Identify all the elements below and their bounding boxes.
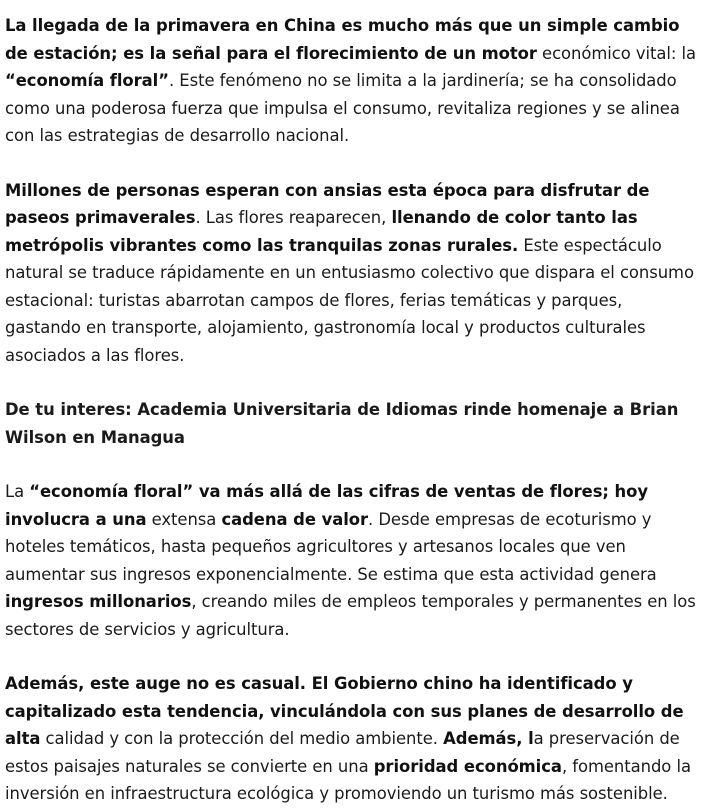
text-run: , creando miles de empleos temporales y permanentes en los sectores de servicios y agricultura. <box>5 592 696 639</box>
paragraph-gobierno <box>5 670 703 808</box>
text-run: llenando de color tanto las metrópolis vibrantes como las tranquilas zonas rurales. <box>5 208 638 255</box>
text-run: . Desde empresas de ecoturismo y hoteles temáticos, hasta pequeños agricultores y artesanos locales que ven aumentar sus ingresos exponencialmente. Se estima que esta actividad genera <box>5 509 657 584</box>
text-run: Además, l <box>443 729 534 748</box>
text-run: . Las flores reaparecen, <box>195 208 392 227</box>
text-run: Además, este auge no es casual. El Gobierno chino ha identificado y capitalizado esta tendencia, vinculándola con sus planes de desarrollo de alta <box>5 674 684 748</box>
text-run: Millones de personas esperan con ansias esta época para disfrutar de paseos primaverales <box>5 180 650 227</box>
text-run: económico vital: la <box>536 43 697 63</box>
related-article-link[interactable]: De tu interes: Academia Universitaria de Idiomas rinde homenaje a Brian Wilson en Managua <box>5 400 679 447</box>
text-run: prioridad económica <box>373 756 562 776</box>
text-run: La <box>5 482 30 501</box>
text-run: La llegada de la primavera en China es mucho más que un simple cambio de estación; es la señal para el florecimiento de un motor <box>5 16 680 63</box>
paragraph-intro <box>5 12 703 150</box>
text-run: Este espectáculo natural se traduce rápidamente en un entusiasmo colectivo que dispara el consumo estacional: turistas abarrotan campos de flores, ferias temáticas y parques, gastando en transporte, alojamiento, gastronomía local y productos culturales asociados a las flores. <box>5 235 694 365</box>
paragraph-paseos <box>5 177 703 370</box>
text-run: calidad y con la protección del medio ambiente. <box>40 729 444 748</box>
text-run: . Este fenómeno no se limita a la jardinería; se ha consolidado como una poderosa fuerza que impulsa el consumo, revitaliza regiones y se alinea con las estrategias de desarrollo nacional. <box>5 71 680 145</box>
text-run: “economía floral” va más allá de las cifras de ventas de flores; hoy involucra a una <box>5 482 649 529</box>
paragraph-cadena-valor <box>5 478 703 643</box>
text-run: extensa <box>146 509 222 529</box>
text-run: ingresos millonarios <box>5 592 192 611</box>
text-run: cadena de valor <box>221 509 369 529</box>
text-run: a preservación de estos paisajes naturales se convierte en una <box>5 729 680 776</box>
text-run: “economía floral” <box>5 71 169 90</box>
text-run: , fomentando la inversión en infraestructura ecológica y promoviendo un turismo más sostenible. <box>5 756 691 803</box>
